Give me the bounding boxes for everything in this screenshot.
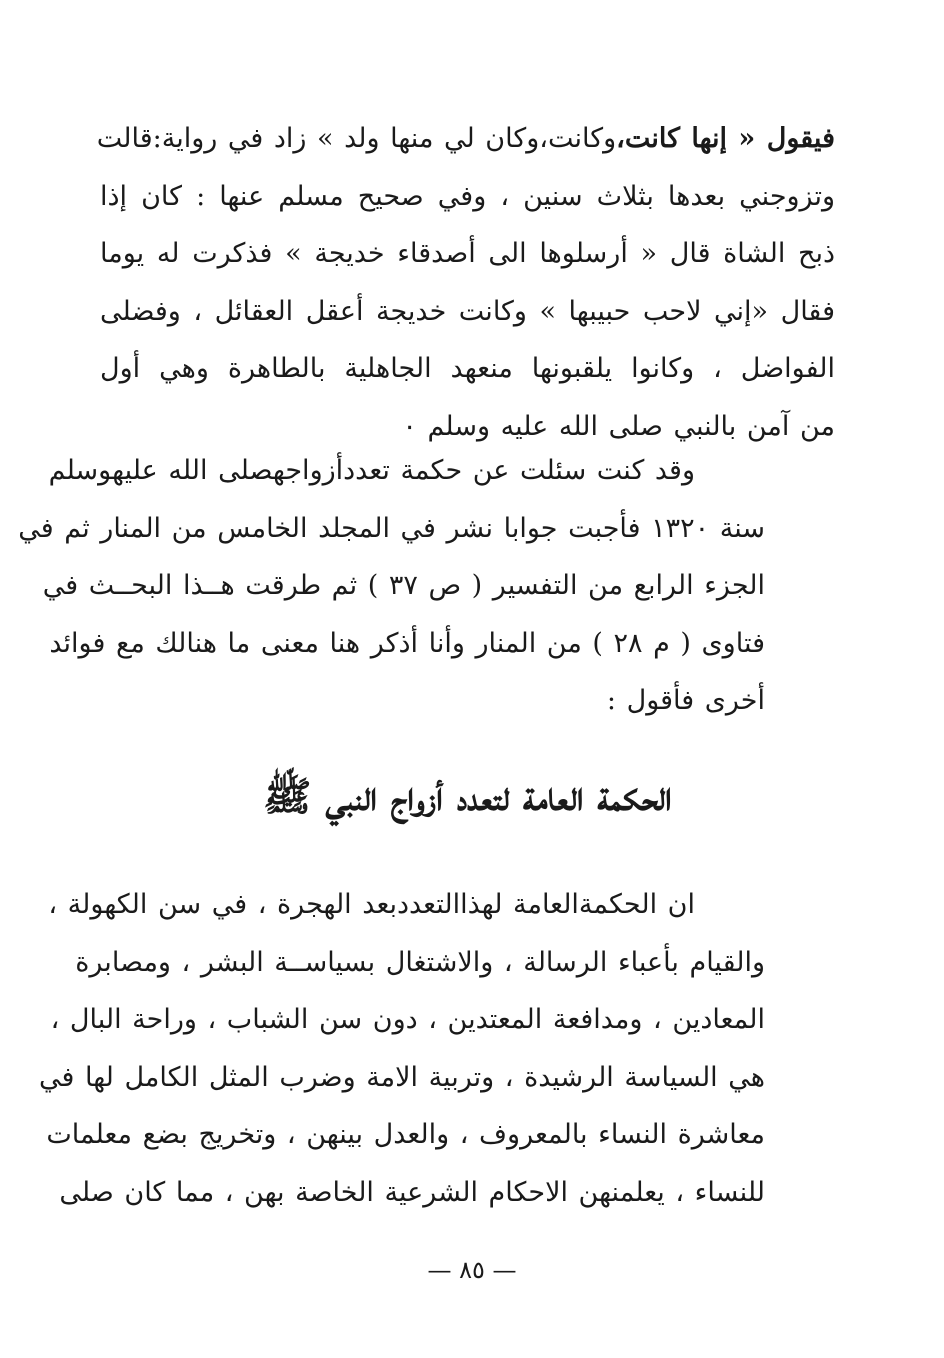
text-line: الفواضل ، وكانوا يلقبونها منعهد الجاهلية بالطاهرة وهي أول [100, 353, 835, 384]
paragraph-1 [96, 110, 835, 455]
text-line: ذبح الشاة قال « أرسلوها الى أصدقاء خديجة » فذكرت له يوما [100, 238, 835, 269]
bold-phrase: فيقول « إنها كانت، [616, 123, 835, 154]
text-line: وقد كنت سئلت عن حكمة تعددأزواجهصلى الله عليهوسلم [48, 455, 695, 486]
text-line: فتاوى ( م ٢٨ ) من المنار وأنا أذكر هنا معنى ما هنالك مع فوائد [49, 627, 765, 659]
text-line: الجزء الرابع من التفسير ( ص ٣٧ ) ثم طرقت هــذا البحــث في [42, 570, 765, 601]
text-line: فقال «إني لاحب حبيبها » وكانت خديجة أعقل العقائل ، وفضلى [100, 295, 835, 327]
text-line: وتزوجني بعدها بثلاث سنين ، وفي صحيح مسلم عنها : كان إذا [100, 180, 835, 212]
text-line: من آمن بالنبي صلى الله عليه وسلم ٠ [402, 410, 835, 442]
paragraph-2 [18, 442, 835, 730]
paragraph-3 [38, 876, 835, 1221]
line-text: وكانت،وكان لي منها ولد » زاد في رواية:قالت [96, 123, 617, 154]
section-heading: الحكمة العامة لتعدد أزواج النبي ﷺ [263, 773, 672, 820]
page-number: — ٨٥ — [427, 1256, 517, 1284]
text-line: والقيام بأعباء الرسالة ، والاشتغال بسياســة البشر ، ومصابرة [75, 946, 765, 978]
text-line: سنة ١٣٢٠ فأجبت جوابا نشر في المجلد الخامس من المنار ثم في [18, 512, 765, 544]
text-line: هي السياسة الرشيدة ، وتربية الامة وضرب المثل الكامل لها في [38, 1061, 765, 1093]
text-line: للنساء ، يعلمنهن الاحكام الشرعية الخاصة بهن ، مما كان صلى [59, 1176, 765, 1208]
text-line: معاشرة النساء بالمعروف ، والعدل بينهن ، وتخريج بضع معلمات [46, 1119, 765, 1150]
text-line [96, 110, 835, 168]
text-line: ان الحكمةالعامة لهذاالتعددبعد الهجرة ، في سن الكهولة ، [48, 889, 695, 920]
text-line: المعادين ، ومدافعة المعتدين ، دون سن الشباب ، وراحة البال ، [50, 1004, 765, 1035]
text-line: أخرى فأقول : [606, 685, 765, 716]
